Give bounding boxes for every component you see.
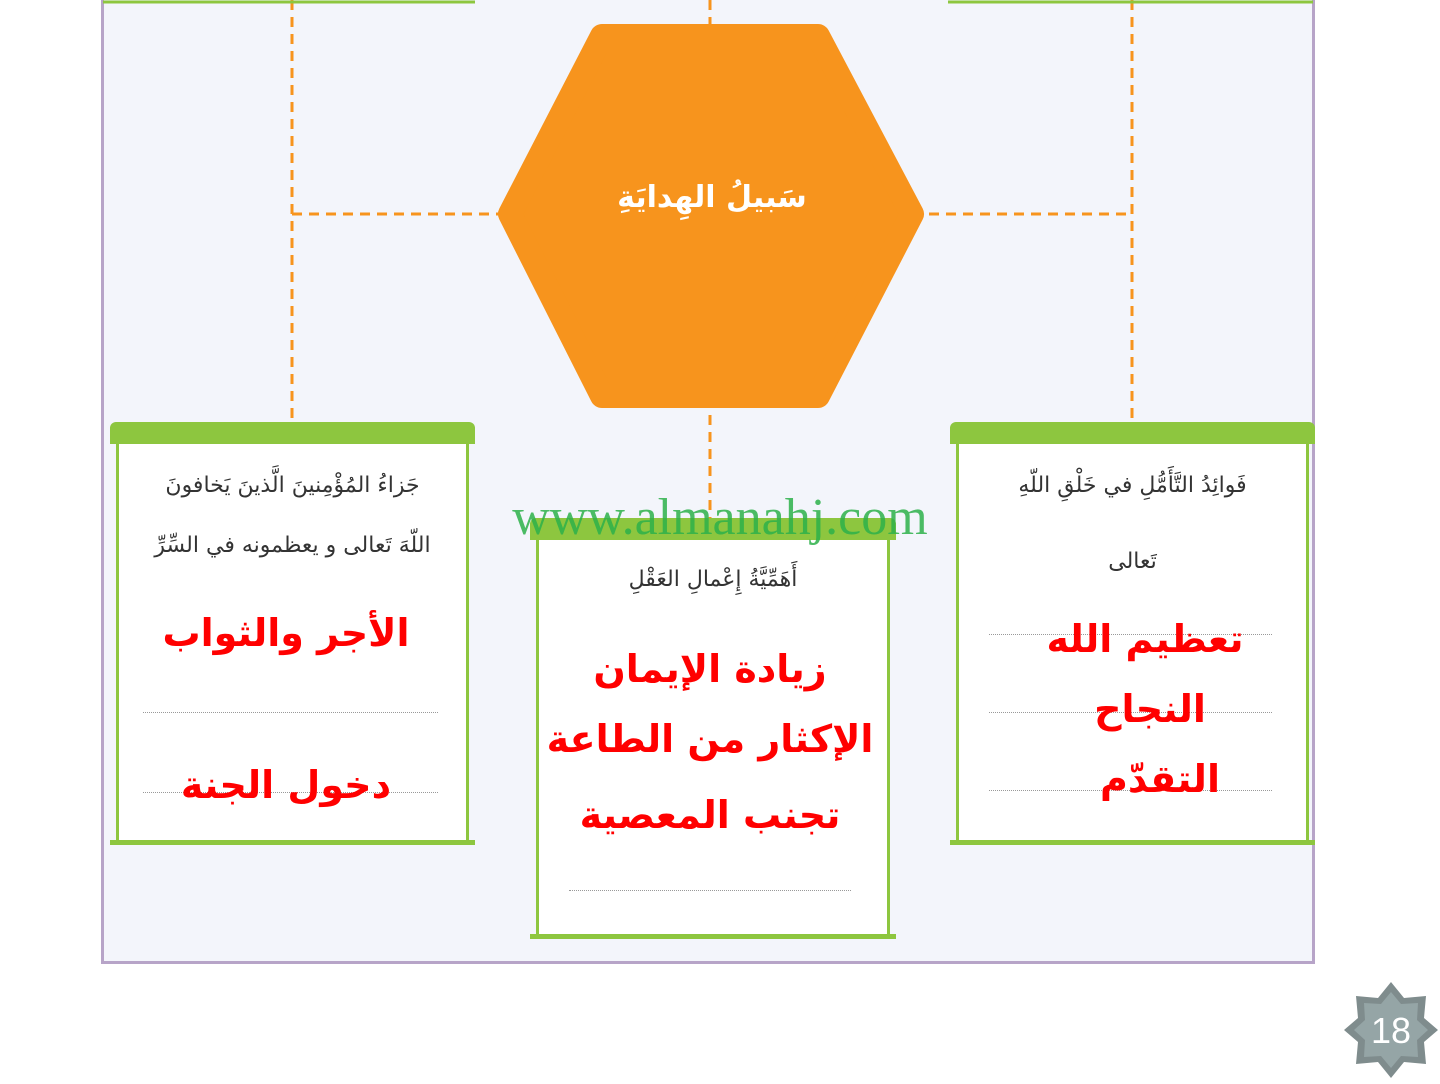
card-bottom-bar: [530, 934, 896, 939]
page-number-badge: [1342, 980, 1440, 1080]
card-heading-line1: أَهَمِّيَّةُ إِعْمالِ العَقْلِ: [628, 567, 798, 592]
answer-line: [143, 712, 438, 713]
card-top-bar: [110, 422, 475, 444]
answer-left-1: الأجر والثواب: [162, 611, 410, 655]
answer-line: [569, 890, 851, 891]
card-heading-line2: اللّهَ تَعالى و يعظمونه في السِّرِّ: [154, 533, 431, 558]
card-heading-line1: جَزاءُ المُؤْمِنينَ الَّذينَ يَخافونَ: [165, 473, 420, 498]
star-badge-icon: [1342, 980, 1440, 1080]
answer-middle-2: الإكثار من الطاعة: [546, 717, 874, 761]
center-title: سَبيلُ الهِدايَةِ: [617, 180, 807, 215]
card-heading-line1: فَوائِدُ التَّأَمُّلِ في خَلْقِ اللّهِ: [1018, 473, 1247, 498]
answer-middle-3: تجنب المعصية: [579, 793, 841, 837]
card-heading-line2: تَعالى: [1108, 549, 1157, 574]
answer-left-2: دخول الجنة: [180, 763, 392, 807]
answer-right-2: النجاح: [1094, 687, 1206, 731]
page-number: 18: [1370, 1010, 1412, 1051]
card-top-bar: [950, 422, 1315, 444]
answer-right-1: تعظيم الله: [1046, 617, 1244, 661]
center-hexagon: [510, 36, 912, 396]
answer-right-3: التقدّم: [1100, 757, 1220, 801]
answer-middle-1: زيادة الإيمان: [593, 647, 827, 691]
watermark: www.almanahj.com: [512, 489, 928, 546]
card-bottom-bar: [950, 840, 1315, 845]
